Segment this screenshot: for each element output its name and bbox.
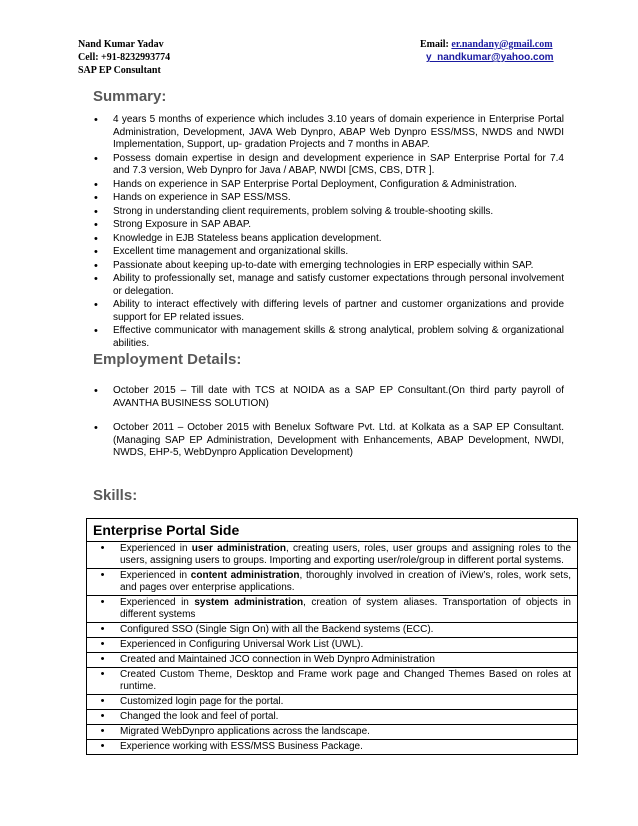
skill-text-pre: Experienced in bbox=[120, 543, 192, 554]
skill-text-pre: Experience working with ESS/MSS Business Package. bbox=[120, 741, 363, 752]
summary-item: • Ability to interact effectively with differing levels of partner and customer organizations and provide support for EP related issues. bbox=[94, 299, 564, 324]
skill-text-pre: Created and Maintained JCO connection in Web Dynpro Administration bbox=[120, 654, 435, 665]
skills-row-text bbox=[118, 623, 578, 638]
skills-row bbox=[87, 695, 578, 710]
bullet-icon: • bbox=[87, 569, 119, 596]
skill-text-post: , creating users, roles, user groups and assigning roles to the users, assigning users to groups. Importing and exporting user/role/group in different portal systems. bbox=[120, 543, 572, 566]
email-link-gmail[interactable]: er.nandany@gmail.com bbox=[451, 39, 553, 50]
skill-area-emphasis: system administration bbox=[194, 597, 304, 608]
summary-item: • Strong in understanding client requirements, problem solving & trouble-shooting skills. bbox=[94, 206, 564, 219]
summary-item: • 4 years 5 months of experience which includes 3.10 years of domain experience in Enterprise Portal Administration, Development, JAVA Web Dynpro, ABAP Web Dynpro ESS/MSS, NWDS and NWDI Implementation, Support, up- gradation Projects and 7 months in ABAP. bbox=[94, 114, 564, 152]
skills-table bbox=[86, 518, 578, 755]
email-block bbox=[420, 38, 580, 64]
employment-item: • October 2011 – October 2015 with Benelux Software Pvt. Ltd. at Kolkata as a SAP EP Consultant.(Managing SAP EP Administration, Development with Enhancements, ABAP Development, NWDI, NWDS, EHP-5, WebDynpro Application Development) bbox=[94, 422, 564, 460]
summary-item: • Hands on experience in SAP ESS/MSS. bbox=[94, 192, 564, 205]
bullet-icon: • bbox=[87, 725, 119, 740]
summary-item: • Knowledge in EJB Stateless beans application development. bbox=[94, 233, 564, 246]
summary-item: • Possess domain expertise in design and development experience in SAP Enterprise Portal for 7.4 and 7.3 version, Web Dynpro for Java / ABAP, NWDI [CMS, CBS, DTR ]. bbox=[94, 153, 564, 178]
skills-row bbox=[87, 653, 578, 668]
skill-text-pre: Changed the look and feel of portal. bbox=[120, 711, 279, 722]
employment-list bbox=[94, 385, 564, 472]
skills-row-text bbox=[118, 653, 578, 668]
skill-text-pre: Configured SSO (Single Sign On) with all the Backend systems (ECC). bbox=[120, 624, 434, 635]
skill-text-pre: Migrated WebDynpro applications across the landscape. bbox=[120, 726, 370, 737]
summary-list bbox=[94, 114, 564, 351]
summary-heading: Summary: bbox=[93, 88, 167, 105]
skills-heading: Skills: bbox=[93, 487, 138, 504]
skills-row bbox=[87, 596, 578, 623]
skills-row-text bbox=[118, 542, 578, 569]
skill-text-pre: Experienced in bbox=[120, 570, 191, 581]
skills-row bbox=[87, 542, 578, 569]
skills-row bbox=[87, 623, 578, 638]
employment-heading: Employment Details: bbox=[93, 351, 242, 368]
skill-text-pre: Experienced in Configuring Universal Work List (UWL). bbox=[120, 639, 364, 650]
bullet-icon: • bbox=[87, 542, 119, 569]
skill-text-pre: Experienced in bbox=[120, 597, 195, 608]
skills-row bbox=[87, 638, 578, 653]
summary-item: • Passionate about keeping up-to-date with emerging technologies in ERP especially within SAP. bbox=[94, 260, 564, 273]
skills-row-text bbox=[118, 668, 578, 695]
skills-row-text bbox=[118, 710, 578, 725]
bullet-icon: • bbox=[87, 668, 119, 695]
skills-row bbox=[87, 725, 578, 740]
skill-area-emphasis: user administration bbox=[191, 543, 287, 554]
bullet-icon: • bbox=[87, 638, 119, 653]
email-link-yahoo[interactable]: y_nandkumar@yahoo.com bbox=[426, 52, 554, 63]
candidate-name: Nand Kumar Yadav bbox=[78, 39, 164, 50]
bullet-icon: • bbox=[87, 710, 119, 725]
job-role: SAP EP Consultant bbox=[78, 65, 161, 76]
employment-item: • October 2015 – Till date with TCS at NOIDA as a SAP EP Consultant.(On third party payroll of AVANTHA BUSINESS SOLUTION) bbox=[94, 385, 564, 410]
skills-row-text bbox=[118, 725, 578, 740]
skills-row bbox=[87, 740, 578, 755]
skills-row-text bbox=[118, 740, 578, 755]
skills-row-text bbox=[118, 596, 578, 623]
skills-table-heading: Enterprise Portal Side bbox=[87, 519, 578, 542]
summary-item: • Strong Exposure in SAP ABAP. bbox=[94, 219, 564, 232]
skill-text-pre: Customized login page for the portal. bbox=[120, 696, 284, 707]
bullet-icon: • bbox=[87, 653, 119, 668]
skills-row bbox=[87, 668, 578, 695]
summary-item: • Excellent time management and organizational skills. bbox=[94, 246, 564, 259]
bullet-icon: • bbox=[87, 695, 119, 710]
skill-text-post: , thoroughly involved in creation of iView’s, roles, work sets, and pages over enterprise applications. bbox=[120, 570, 571, 593]
bullet-icon: • bbox=[87, 740, 119, 755]
bullet-icon: • bbox=[87, 623, 119, 638]
summary-item: • Ability to professionally set, manage and satisfy customer expectations through personal involvement or delegation. bbox=[94, 273, 564, 298]
skills-row bbox=[87, 569, 578, 596]
skill-text-post: , creation of system aliases. Transportation of objects in different systems bbox=[120, 597, 571, 620]
summary-item: • Effective communicator with management skills & strong analytical, problem solving & organizational abilities. bbox=[94, 325, 564, 350]
summary-item: • Hands on experience in SAP Enterprise Portal Deployment, Configuration & Administration. bbox=[94, 179, 564, 192]
bullet-icon: • bbox=[87, 596, 119, 623]
cell-number: Cell: +91-8232993774 bbox=[78, 52, 171, 63]
skills-row-text bbox=[118, 638, 578, 653]
skills-row-text bbox=[118, 695, 578, 710]
email-label: Email: bbox=[420, 39, 449, 50]
skill-text-pre: Created Custom Theme, Desktop and Frame work page and Changed Themes Based on roles at runtime. bbox=[120, 669, 571, 692]
skills-row-text bbox=[118, 569, 578, 596]
skills-row bbox=[87, 710, 578, 725]
skill-area-emphasis: content administration bbox=[190, 570, 300, 581]
contact-block bbox=[78, 38, 170, 77]
